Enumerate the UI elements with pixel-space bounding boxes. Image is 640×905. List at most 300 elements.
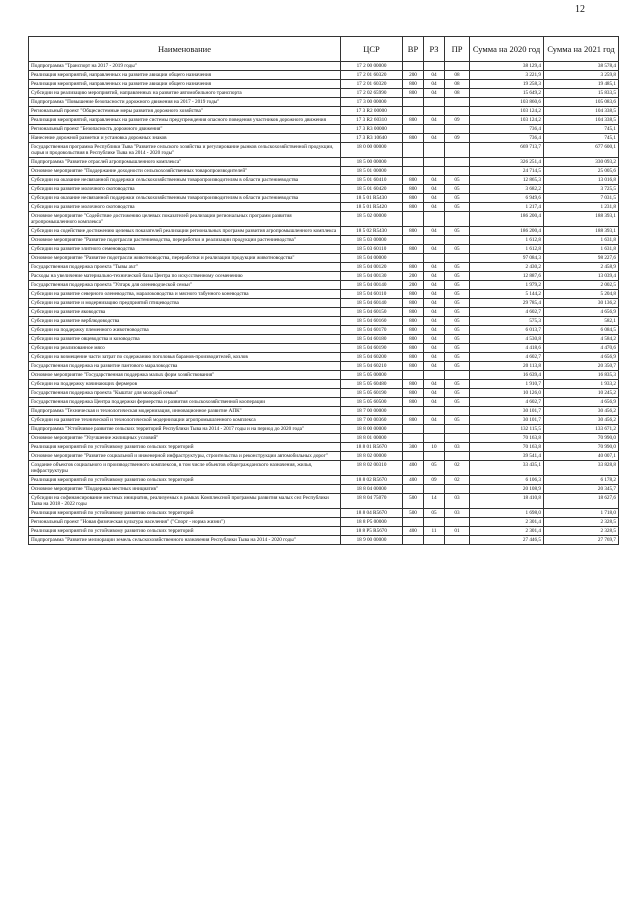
row-vr: 200 [403,272,424,281]
row-csr: 18 5 04 00120 [341,263,403,272]
table-row [29,245,619,254]
row-vr: 800 [403,263,424,272]
row-sum-2020: 18 410,8 [470,494,544,509]
row-sum-2021: 1 933,2 [544,380,619,389]
row-rz [424,536,445,545]
row-pr [445,167,470,176]
header-sum-2021: Сумма на 2021 год [544,37,619,62]
row-pr [445,518,470,527]
row-vr: 800 [403,203,424,212]
row-sum-2021: 6 084,5 [544,326,619,335]
row-sum-2020: 30 101,7 [470,407,544,416]
row-sum-2020: 4 602,7 [470,308,544,317]
row-csr: 18 8 02 00000 [341,452,403,461]
row-sum-2021: 104 338,5 [544,116,619,125]
row-name: Государственная поддержка Центра поддержки фермерства и развития сельскохозяйственной кооперации [29,398,341,407]
row-sum-2020: 3 682,2 [470,185,544,194]
header-sum-2020: Сумма на 2020 год [470,37,544,62]
row-sum-2020: 70 163,8 [470,434,544,443]
table-row [29,272,619,281]
row-sum-2021: 19 485,1 [544,80,619,89]
table-row [29,254,619,263]
table-row [29,98,619,107]
row-csr: 18 0 00 00000 [341,143,403,158]
row-vr [403,98,424,107]
row-rz [424,254,445,263]
row-csr: 18 5 04 00140 [341,281,403,290]
row-sum-2021: 1 231,8 [544,203,619,212]
row-sum-2020: 27 446,5 [470,536,544,545]
row-csr: 18 5 01 60420 [341,185,403,194]
row-sum-2021: 18 627,6 [544,494,619,509]
row-name: Субсидии на возмещение части затрат по содержанию поголовья баранов-производителей, козлов [29,353,341,362]
row-csr: 17 2 01 60320 [341,71,403,80]
row-pr: 02 [445,461,470,476]
row-pr: 05 [445,308,470,317]
row-sum-2021: 745,1 [544,134,619,143]
row-rz [424,143,445,158]
row-sum-2021: 105 083,6 [544,98,619,107]
row-name: Реализация мероприятий, направленных на развитие авиации общего назначения [29,71,341,80]
table-row [29,536,619,545]
row-sum-2021: 40 007,1 [544,452,619,461]
row-vr: 500 [403,509,424,518]
row-name: Субсидии на оказание несвязанной поддержки сельскохозяйственным товаропроизводителям в области растениеводства [29,176,341,185]
row-rz: 04 [424,176,445,185]
row-rz: 04 [424,203,445,212]
row-name: Субсидии на развитие яководства [29,308,341,317]
row-name: Субсидии на развитие молочного скотоводства [29,185,341,194]
row-sum-2021: 25 005,6 [544,167,619,176]
row-name: Подпрограмма "Устойчивое развитие сельских территорий Республики Тыва на 2014 - 2017 годы и на период до 2020 года" [29,425,341,434]
row-pr: 05 [445,344,470,353]
table-row [29,416,619,425]
row-vr: 800 [403,290,424,299]
table-row [29,362,619,371]
row-sum-2020: 30 101,7 [470,416,544,425]
row-rz: 04 [424,308,445,317]
row-pr [445,254,470,263]
row-csr: 18 8 02 00310 [341,461,403,476]
row-rz [424,434,445,443]
row-vr [403,158,424,167]
row-sum-2021: 30 136,2 [544,299,619,308]
row-sum-2021: 4 470,6 [544,344,619,353]
row-rz: 04 [424,317,445,326]
row-sum-2020: 4 602,7 [470,353,544,362]
row-sum-2020: 186 200,4 [470,227,544,236]
row-sum-2020: 20 108,9 [470,485,544,494]
row-pr: 01 [445,527,470,536]
row-csr: 18 5 05 00000 [341,371,403,380]
row-name: Подпрограмма "Повышение безопасности дорожного движения на 2017 - 2019 годы" [29,98,341,107]
header-vr: ВР [403,37,424,62]
row-name: Субсидии на развитие овцеводства и козоводства [29,335,341,344]
row-vr [403,212,424,227]
row-name: Подпрограмма "Транспорт на 2017 - 2019 годы" [29,62,341,71]
row-name: Субсидии на содействие достижению целевых показателей реализации региональных программ развития агропромышленного комплекса [29,227,341,236]
row-pr: 05 [445,380,470,389]
row-csr: 18 5 04 60210 [341,362,403,371]
row-rz: 04 [424,134,445,143]
row-vr [403,371,424,380]
row-vr [403,434,424,443]
row-pr: 05 [445,281,470,290]
row-csr: 18 5 03 00000 [341,236,403,245]
row-vr: 800 [403,416,424,425]
row-csr: 18 7 00 00360 [341,416,403,425]
row-csr: 18 5 04 60140 [341,299,403,308]
row-rz: 09 [424,476,445,485]
row-pr: 05 [445,362,470,371]
row-csr: 18 5 03 60110 [341,245,403,254]
row-sum-2021: 13 016,8 [544,176,619,185]
row-csr: 18 8 04 R5670 [341,509,403,518]
row-vr: 800 [403,308,424,317]
row-sum-2020: 575,3 [470,317,544,326]
row-sum-2020: 19 258,3 [470,80,544,89]
table-row [29,158,619,167]
row-name: Субсидии на развитие элитного семеноводства [29,245,341,254]
row-rz [424,371,445,380]
row-pr: 05 [445,263,470,272]
row-vr: 300 [403,443,424,452]
row-rz [424,62,445,71]
table-row [29,212,619,227]
row-pr [445,62,470,71]
row-sum-2021: 188 393,1 [544,227,619,236]
row-sum-2021: 4 584,2 [544,335,619,344]
row-vr: 800 [403,185,424,194]
table-row [29,317,619,326]
row-rz [424,407,445,416]
row-pr: 05 [445,245,470,254]
row-sum-2021: 70 990,0 [544,443,619,452]
table-row [29,236,619,245]
row-name: Субсидии на развитие технической и технологической модернизации агропромышленного комплекса [29,416,341,425]
table-row [29,71,619,80]
table-row [29,80,619,89]
row-vr: 800 [403,398,424,407]
row-vr: 400 [403,476,424,485]
row-vr [403,425,424,434]
row-sum-2020: 38 129,4 [470,62,544,71]
row-vr: 800 [403,389,424,398]
table-row [29,143,619,158]
row-pr: 05 [445,203,470,212]
row-sum-2020: 6 949,6 [470,194,544,203]
table-row [29,371,619,380]
row-pr: 05 [445,317,470,326]
row-name: Субсидии на оказание несвязанной поддержки сельскохозяйственным товаропроизводителям в области растениеводства [29,194,341,203]
row-sum-2020: 103 124,2 [470,107,544,116]
table-row [29,326,619,335]
row-rz [424,158,445,167]
row-rz: 10 [424,443,445,452]
row-csr: 18 8 02 R5670 [341,476,403,485]
row-csr: 18 5 04 60190 [341,344,403,353]
table-row [29,476,619,485]
row-pr [445,107,470,116]
row-csr: 18 5 04 00130 [341,272,403,281]
row-csr: 17 3 R3 10640 [341,134,403,143]
row-rz: 04 [424,335,445,344]
row-pr: 05 [445,176,470,185]
row-vr: 800 [403,176,424,185]
row-csr: 18 8 01 R5670 [341,443,403,452]
row-rz: 04 [424,281,445,290]
row-pr: 05 [445,290,470,299]
row-csr: 17 2 01 60320 [341,80,403,89]
row-pr [445,125,470,134]
row-vr: 800 [403,335,424,344]
row-sum-2020: 3 221,9 [470,71,544,80]
row-sum-2021: 2 328,5 [544,518,619,527]
row-name: Основное мероприятие "Развитие социальной и инженерной инфраструктуры, строительства и реконструкции автомобильных дорог" [29,452,341,461]
table-row [29,134,619,143]
row-name: Подпрограмма "Развитие отраслей агропромышленного комплекса" [29,158,341,167]
row-csr: 18 8 04 75070 [341,494,403,509]
row-pr [445,407,470,416]
row-sum-2020: 2 301,4 [470,518,544,527]
row-rz [424,125,445,134]
header-name: Наименование [29,37,341,62]
row-sum-2021: 582,1 [544,317,619,326]
row-pr: 09 [445,116,470,125]
row-name: Субсидии на поддержку племенного животноводства [29,326,341,335]
row-vr: 800 [403,116,424,125]
row-sum-2020: 4 602,7 [470,398,544,407]
row-sum-2020: 97 084,3 [470,254,544,263]
row-sum-2021: 4 656,9 [544,398,619,407]
row-pr: 05 [445,272,470,281]
row-vr [403,518,424,527]
row-vr [403,407,424,416]
row-rz: 04 [424,326,445,335]
row-sum-2020: 1 612,8 [470,236,544,245]
row-name: Субсидии на реализацию мероприятий, направленных на развитие автомобильного транспорта [29,89,341,98]
row-pr: 09 [445,134,470,143]
row-rz [424,236,445,245]
table-row [29,425,619,434]
row-pr: 05 [445,335,470,344]
row-sum-2021: 33 828,8 [544,461,619,476]
row-sum-2020: 186 200,4 [470,212,544,227]
row-csr: 18 5 01 00000 [341,167,403,176]
row-rz [424,452,445,461]
row-name: Подпрограмма "Техническая и технологическая модернизация, инновационное развитие АПК" [29,407,341,416]
row-pr: 05 [445,299,470,308]
row-vr: 800 [403,194,424,203]
row-sum-2021: 6 178,2 [544,476,619,485]
row-pr: 05 [445,398,470,407]
table-row [29,389,619,398]
row-rz [424,518,445,527]
table-row [29,185,619,194]
row-csr: 18 8 P5 00000 [341,518,403,527]
row-csr: 18 8 01 00000 [341,434,403,443]
row-name: Субсидии на развитие северного оленеводства, маралоководства и мясного табунного коневодства [29,290,341,299]
row-sum-2021: 133 671,2 [544,425,619,434]
row-csr: 17 3 R2 60310 [341,116,403,125]
table-row [29,308,619,317]
row-sum-2020: 12 865,3 [470,176,544,185]
row-csr: 18 5 04 60160 [341,317,403,326]
row-vr: 800 [403,317,424,326]
row-csr: 18 8 04 00000 [341,485,403,494]
row-rz: 14 [424,494,445,509]
row-vr: 800 [403,326,424,335]
row-csr: 18 5 02 R5430 [341,227,403,236]
table-header-row [29,37,619,62]
row-csr: 18 5 04 60110 [341,290,403,299]
row-rz: 04 [424,263,445,272]
row-rz [424,212,445,227]
row-sum-2020: 1 698,0 [470,509,544,518]
row-sum-2021: 16 835,3 [544,371,619,380]
row-name: Государственная поддержка проекта "Улгарк для оленеводческой семьи" [29,281,341,290]
table-row [29,263,619,272]
row-rz: 04 [424,362,445,371]
row-sum-2021: 3 259,8 [544,71,619,80]
row-name: Субсидии на софинансирование местных инициатив, реализуемых в рамках Комплексной программы развития малых сел Республики Тыва на 2018 - 2022 годы [29,494,341,509]
table-row [29,452,619,461]
row-name: Государственная поддержка на развитие пантового мараловодства [29,362,341,371]
row-rz [424,107,445,116]
row-pr [445,485,470,494]
row-name: Субсидии на развитие и модернизацию предприятий птицеводства [29,299,341,308]
row-csr: 17 3 R3 00000 [341,125,403,134]
row-vr: 800 [403,134,424,143]
row-rz: 11 [424,527,445,536]
row-vr [403,536,424,545]
row-sum-2020: 10 126,0 [470,389,544,398]
header-csr: ЦСР [341,37,403,62]
row-sum-2020: 1 910,7 [470,380,544,389]
row-sum-2020: 326 251,4 [470,158,544,167]
row-sum-2021: 27 769,7 [544,536,619,545]
row-sum-2020: 1 612,8 [470,245,544,254]
row-rz: 04 [424,416,445,425]
row-sum-2020: 4 530,8 [470,335,544,344]
row-sum-2021: 30 456,2 [544,407,619,416]
row-vr [403,452,424,461]
row-sum-2021: 3 725,5 [544,185,619,194]
row-sum-2020: 1 979,2 [470,281,544,290]
row-rz: 04 [424,194,445,203]
row-rz: 04 [424,353,445,362]
row-rz: 04 [424,89,445,98]
row-sum-2021: 38 578,4 [544,62,619,71]
row-name: Основное мероприятие "Государственная поддержка малых форм хозяйствования" [29,371,341,380]
row-sum-2020: 33 435,1 [470,461,544,476]
row-sum-2021: 5 204,8 [544,290,619,299]
row-csr: 17 2 02 65990 [341,89,403,98]
table-row [29,116,619,125]
row-sum-2021: 70 990,0 [544,434,619,443]
row-rz: 04 [424,80,445,89]
row-sum-2020: 103 124,2 [470,116,544,125]
row-pr: 03 [445,443,470,452]
row-name: Субсидии на реализованное мясо [29,344,341,353]
row-csr: 18 7 00 00000 [341,407,403,416]
row-sum-2020: 5 144,2 [470,290,544,299]
header-pr: ПР [445,37,470,62]
row-sum-2020: 20 113,8 [470,362,544,371]
row-vr: 800 [403,299,424,308]
row-name: Основное мероприятие "Развитие подотрасли животноводства, переработки и реализации продукции животноводства" [29,254,341,263]
row-rz [424,485,445,494]
row-pr [445,434,470,443]
row-pr: 05 [445,416,470,425]
table-row [29,335,619,344]
table-row [29,107,619,116]
row-sum-2021: 4 656,9 [544,353,619,362]
row-csr: 18 5 01 R5430 [341,194,403,203]
row-vr: 500 [403,494,424,509]
row-rz: 04 [424,71,445,80]
row-name: Субсидии на развитие верблюдоводства [29,317,341,326]
row-rz: 04 [424,185,445,194]
row-sum-2021: 1 631,8 [544,245,619,254]
row-sum-2020: 39 541,4 [470,452,544,461]
row-sum-2020: 1 217,4 [470,203,544,212]
row-csr: 17 3 R2 00000 [341,107,403,116]
row-vr [403,236,424,245]
row-csr: 18 5 01 R5420 [341,203,403,212]
row-csr: 17 3 00 00000 [341,98,403,107]
row-pr [445,212,470,227]
row-sum-2020: 736,4 [470,134,544,143]
page-number: 12 [575,4,585,15]
row-sum-2021: 2 328,5 [544,527,619,536]
row-csr: 18 5 05 60500 [341,398,403,407]
row-sum-2021: 1 631,8 [544,236,619,245]
row-sum-2020: 24 714,5 [470,167,544,176]
row-name: Региональный проект "Безопасность дорожного движения" [29,125,341,134]
row-sum-2021: 677 600,1 [544,143,619,158]
row-sum-2021: 20 350,7 [544,362,619,371]
header-rz: РЗ [424,37,445,62]
row-vr [403,62,424,71]
row-pr: 03 [445,494,470,509]
table-row [29,527,619,536]
row-rz: 04 [424,380,445,389]
row-pr [445,371,470,380]
row-name: Реализация мероприятий, направленных на развитие системы предупреждения опасного поведения участников дорожного движения [29,116,341,125]
row-sum-2020: 103 860,6 [470,98,544,107]
row-sum-2021: 330 093,2 [544,158,619,167]
row-pr [445,236,470,245]
row-name: Субсидии на развитие молочного скотоводства [29,203,341,212]
row-name: Государственная поддержка проекта "Кыштаг для молодой семьи" [29,389,341,398]
table-row [29,434,619,443]
table-row [29,380,619,389]
table-row [29,407,619,416]
row-name: Государственная программа Республики Тыва "Развитие сельского хозяйства и регулирование рынков сельскохозяйственной продукции, сырья и продовольствия в Республике Тыва на 2014 - 2020 годы" [29,143,341,158]
row-pr: 05 [445,194,470,203]
table-row [29,344,619,353]
row-pr: 02 [445,476,470,485]
row-rz: 05 [424,461,445,476]
row-vr: 800 [403,227,424,236]
row-vr: 800 [403,380,424,389]
row-vr: 800 [403,344,424,353]
row-vr [403,485,424,494]
row-name: Создание объектов социального и производственного комплексов, в том числе объектов общегражданского назначения, жилья, инфраструктуры [29,461,341,476]
row-sum-2020: 6 106,3 [470,476,544,485]
table-row [29,461,619,476]
